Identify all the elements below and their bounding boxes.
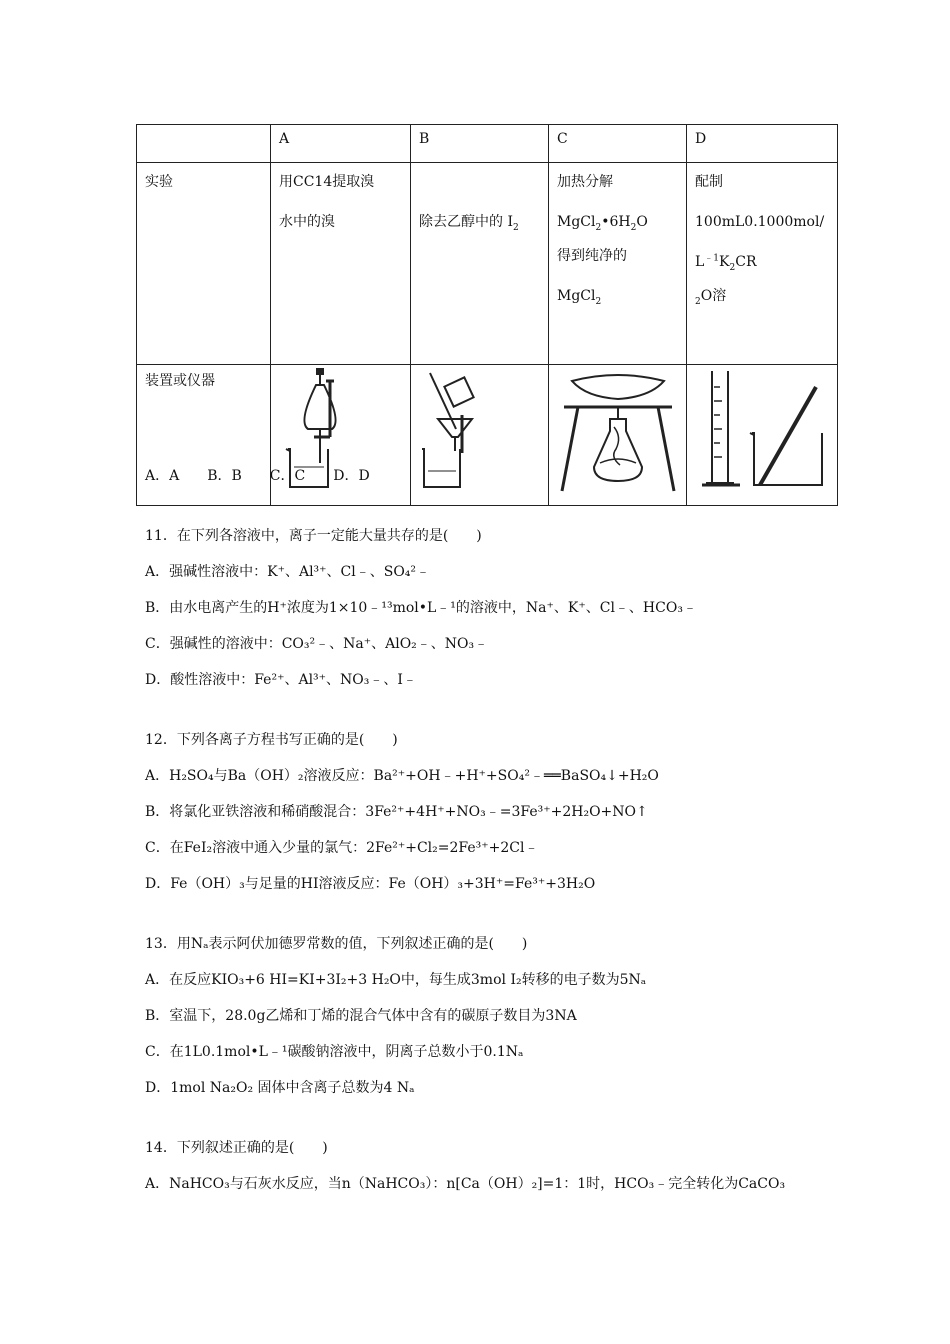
experiment-d: 配制 100mL0.1000mol/ $L^{﹣1}K_2CR$ $_2$O溶: [687, 163, 838, 365]
header-cell-empty: [137, 125, 271, 163]
q11-option-b: B．由水电离产生的H⁺浓度为1×10﹣¹³mol•L﹣¹的溶液中，Na⁺、K⁺、Cl﹣、HCO₃﹣: [145, 600, 697, 616]
header-cell-a: A: [271, 125, 411, 163]
q12-option-d: D．Fe（OH）₃与足量的HI溶液反应：Fe（OH）₃+3H⁺=Fe³⁺+3H₂O: [145, 876, 596, 892]
q12-option-c: C．在FeI₂溶液中通入少量的氯气：2Fe²⁺+Cl₂=2Fe³⁺+2Cl﹣: [145, 840, 539, 856]
q12-option-b: B．将氯化亚铁溶液和稀硝酸混合：3Fe²⁺+4H⁺+NO₃﹣=3Fe³⁺+2H₂O+NO↑: [145, 804, 648, 820]
header-cell-b: B: [411, 125, 549, 163]
apparatus-d: [687, 365, 838, 506]
q11-option-c: C．强碱性的溶液中：CO₃²﹣、Na⁺、AlO₂﹣、NO₃﹣: [145, 636, 489, 652]
experiment-a: 用CC14提取溴 水中的溴: [271, 163, 411, 365]
q13-option-d: D．1mol Na₂O₂ 固体中含离子总数为4 Nₐ: [145, 1080, 415, 1096]
experiment-table: [136, 124, 838, 506]
experiment-label: 实验: [137, 163, 271, 365]
q12-option-a: A．H₂SO₄与Ba（OH）₂溶液反应：Ba²⁺+OH﹣+H⁺+SO₄²﹣══BaSO₄↓+H₂O: [145, 768, 659, 784]
q11-option-d: D．酸性溶液中：Fe²⁺、Al³⁺、NO₃﹣、I﹣: [145, 672, 417, 688]
q14-option-a: A．NaHCO₃与石灰水反应，当n（NaHCO₃）：n[Ca（OH）₂]=1：1时，HCO₃﹣完全转化为CaCO₃: [145, 1176, 786, 1192]
apparatus-c: [549, 365, 687, 506]
q11-option-a: A．强碱性溶液中：K⁺、Al³⁺、Cl﹣、SO₄²﹣: [145, 564, 431, 580]
graduated-cylinder-icon: [688, 367, 836, 495]
q14-stem: 14．下列叙述正确的是( ): [145, 1140, 328, 1156]
apparatus-b: [411, 365, 549, 506]
q13-option-b: B．室温下，28.0g乙烯和丁烯的混合气体中含有的碳原子数目为3NA: [145, 1008, 577, 1024]
q10-options: A．A B．B C．C D．D: [145, 468, 370, 484]
evaporating-dish-icon: [550, 367, 686, 495]
q13-option-c: C．在1L0.1mol•L﹣¹碳酸钠溶液中，阴离子总数小于0.1Nₐ: [145, 1044, 524, 1060]
q13-stem: 13．用Nₐ表示阿伏加德罗常数的值，下列叙述正确的是( ): [145, 936, 528, 952]
filtration-funnel-icon: [412, 367, 548, 495]
table-header-row: [137, 125, 838, 163]
experiment-c: 加热分解 $MgCl_2•6H_2O$ 得到纯净的 MgCl$_2$: [549, 163, 687, 365]
experiment-b: 除去乙醇中的 $I_2$: [411, 163, 549, 365]
header-cell-d: D: [687, 125, 838, 163]
q13-option-a: A．在反应KIO₃+6 HI=KI+3I₂+3 H₂O中，每生成3mol I₂转移的电子数为5Nₐ: [145, 972, 647, 988]
experiment-row: [137, 163, 838, 365]
apparatus-label: 装置或仪器: [137, 365, 271, 506]
q11-stem: 11．在下列各溶液中，离子一定能大量共存的是( ): [145, 528, 482, 544]
header-cell-c: C: [549, 125, 687, 163]
q12-stem: 12．下列各离子方程书写正确的是( ): [145, 732, 398, 748]
